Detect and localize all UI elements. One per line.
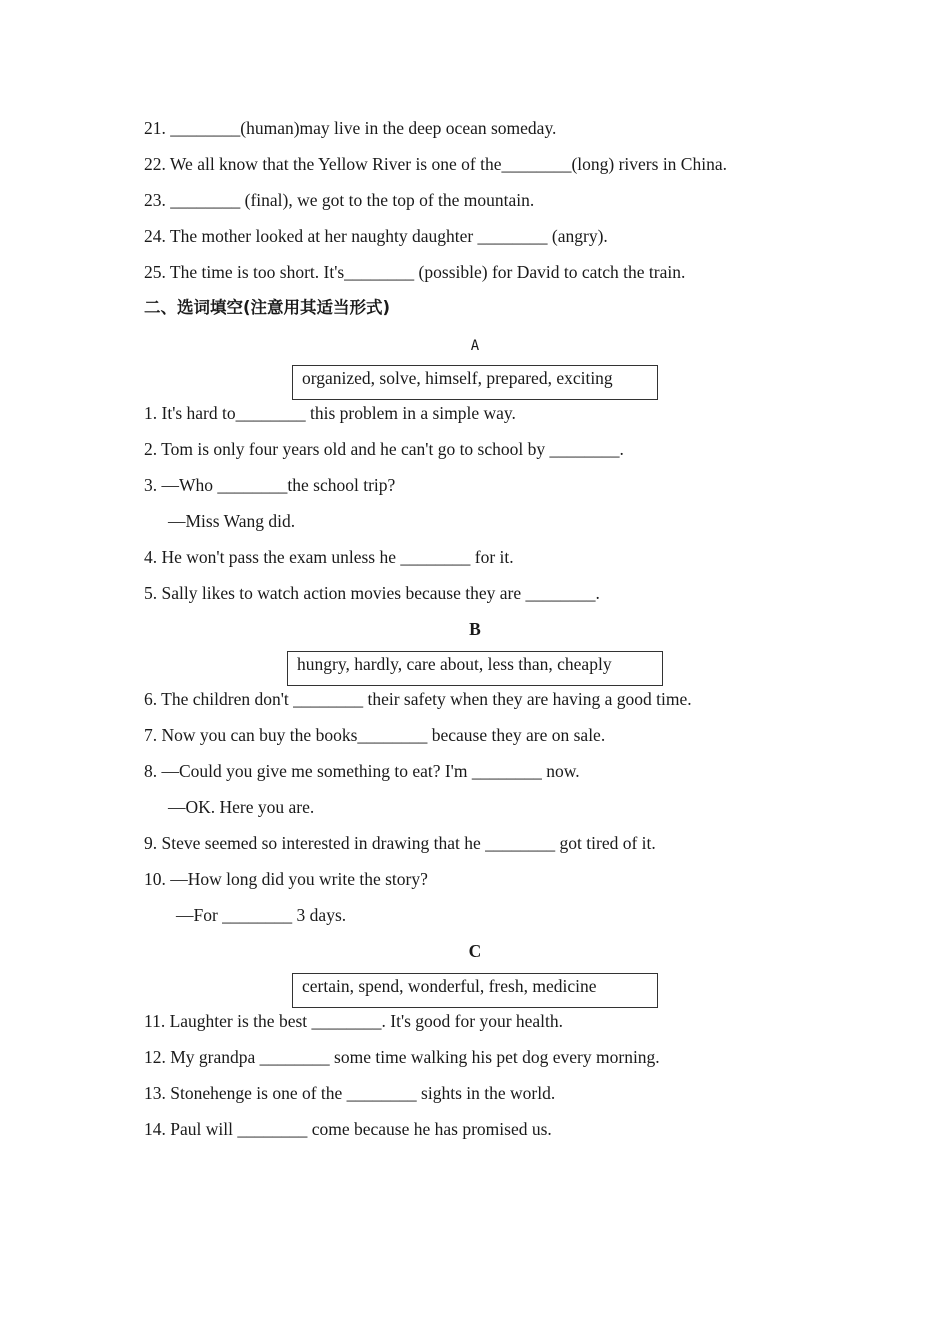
section-b-label: B <box>469 619 481 639</box>
question-10-answer: —For ________ 3 days. <box>176 905 347 925</box>
question-13: 13. Stonehenge is one of the ________ sights in the world. <box>144 1083 556 1103</box>
question-21: 21. ________(human)may live in the deep ocean someday. <box>144 118 557 138</box>
question-3: 3. —Who ________the school trip? <box>144 475 396 495</box>
part2-heading: 二、选词填空(注意用其适当形式) <box>144 298 391 317</box>
section-c-word-box: certain, spend, wonderful, fresh, medicine <box>292 973 658 1008</box>
question-7: 7. Now you can buy the books________ because they are on sale. <box>144 725 606 745</box>
question-24: 24. The mother looked at her naughty daughter ________ (angry). <box>144 226 608 246</box>
section-b-word-box: hungry, hardly, care about, less than, cheaply <box>287 651 663 686</box>
question-23: 23. ________ (final), we got to the top of the mountain. <box>144 190 535 210</box>
question-6: 6. The children don't ________ their safety when they are having a good time. <box>144 689 692 709</box>
question-1: 1. It's hard to________ this problem in a simple way. <box>144 403 516 423</box>
question-8: 8. —Could you give me something to eat? I'm ________ now. <box>144 761 580 781</box>
question-11: 11. Laughter is the best ________. It's good for your health. <box>144 1011 564 1031</box>
question-22: 22. We all know that the Yellow River is one of the________(long) rivers in China. <box>144 154 727 174</box>
section-a-word-box: organized, solve, himself, prepared, exciting <box>292 365 658 400</box>
question-12: 12. My grandpa ________ some time walking his pet dog every morning. <box>144 1047 660 1067</box>
question-14: 14. Paul will ________ come because he has promised us. <box>144 1119 552 1139</box>
question-3-answer: —Miss Wang did. <box>168 511 296 531</box>
question-9: 9. Steve seemed so interested in drawing that he ________ got tired of it. <box>144 833 656 853</box>
question-10: 10. —How long did you write the story? <box>144 869 428 889</box>
section-c-label: C <box>468 941 482 961</box>
question-5: 5. Sally likes to watch action movies because they are ________. <box>144 583 600 603</box>
question-4: 4. He won't pass the exam unless he ________ for it. <box>144 547 514 567</box>
question-2: 2. Tom is only four years old and he can't go to school by ________. <box>144 439 624 459</box>
question-25: 25. The time is too short. It's________ (possible) for David to catch the train. <box>144 262 686 282</box>
section-a-label: A <box>470 338 480 354</box>
question-8-answer: —OK. Here you are. <box>168 797 315 817</box>
